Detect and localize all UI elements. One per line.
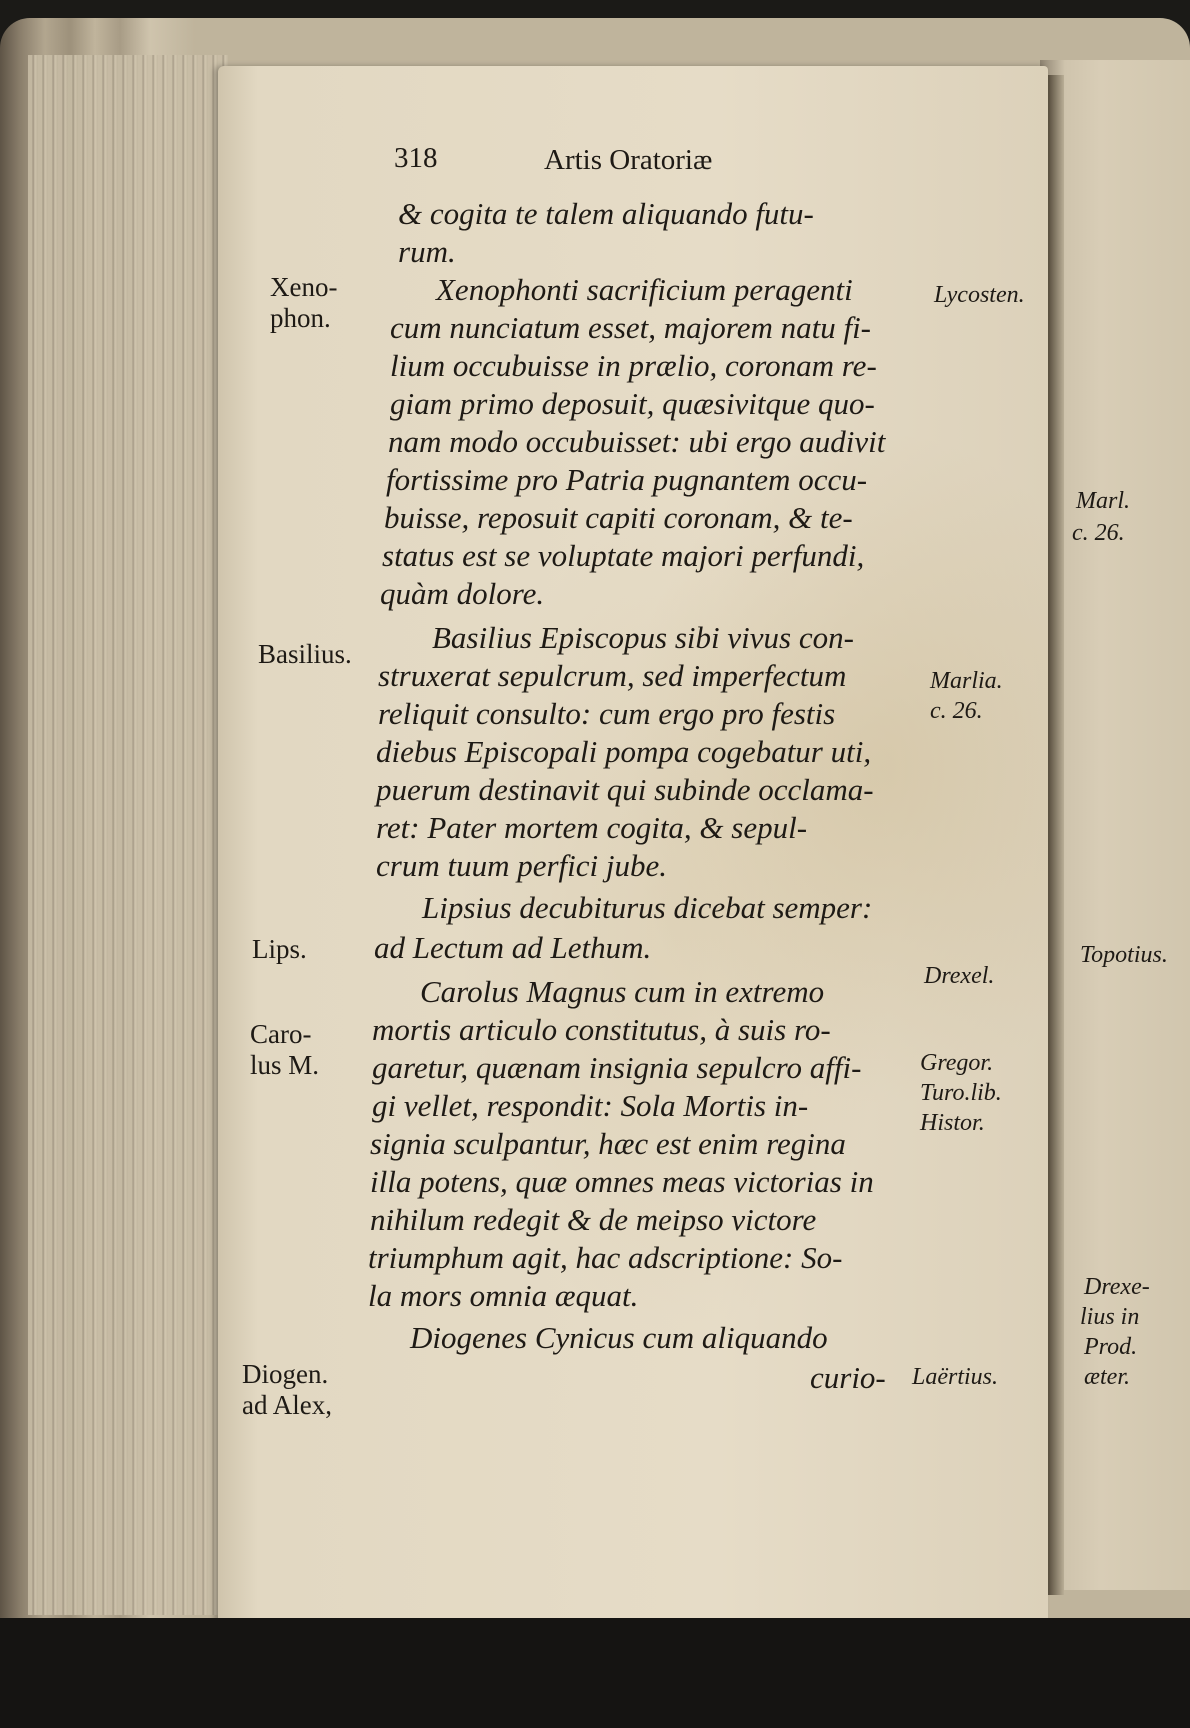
text-line: reliquit consulto: cum ergo pro festis (378, 696, 836, 731)
text-line: rum. (398, 234, 456, 269)
margin-note: ad Alex, (242, 1390, 332, 1420)
margin-note: Laërtius. (912, 1364, 999, 1390)
text-line: triumphum agit, hac adscriptione: So- (368, 1240, 843, 1275)
facing-margin-note: Marl. (1076, 488, 1130, 514)
text-line: Xenophonti sacrificium peragenti (436, 272, 853, 307)
text-line: status est se voluptate majori perfundi, (382, 538, 865, 573)
margin-note: Marlia. (930, 668, 1003, 694)
text-line: cum nunciatum esset, majorem natu fi- (390, 310, 871, 345)
margin-note: Histor. (920, 1110, 985, 1136)
facing-margin-note: Topotius. (1080, 942, 1168, 968)
margin-note: Basilius. (258, 639, 352, 669)
text-line: illa potens, quæ omnes meas victorias in (370, 1164, 874, 1199)
text-line: giam primo deposuit, quæsivitque quo- (390, 386, 875, 421)
text-line: fortissime pro Patria pugnantem occu- (386, 462, 868, 497)
margin-note: c. 26. (930, 698, 983, 724)
facing-margin-note: Drexe- (1084, 1274, 1150, 1300)
margin-note: lus M. (250, 1050, 320, 1080)
text-line: struxerat sepulcrum, sed imperfectum (378, 658, 847, 693)
table-surface (0, 1618, 1190, 1728)
margin-note: Xeno- (270, 272, 338, 302)
margin-note: phon. (270, 303, 331, 333)
text-line: quàm dolore. (380, 576, 545, 611)
text-line: crum tuum perfici jube. (376, 848, 668, 883)
text-line: ad Lectum ad Lethum. (374, 930, 652, 965)
text-line: Basilius Episcopus sibi vivus con- (432, 620, 854, 655)
text-line: lium occubuisse in prælio, coronam re- (390, 348, 877, 383)
text-line: gi vellet, respondit: Sola Mortis in- (372, 1088, 809, 1123)
facing-margin-note: Prod. (1084, 1334, 1138, 1360)
margin-note: Turo.lib. (920, 1080, 1002, 1106)
facing-margin-note: c. 26. (1072, 520, 1125, 546)
margin-note: Lips. (252, 934, 307, 964)
catchword: curio- (810, 1360, 886, 1395)
page-edges (28, 55, 228, 1615)
text-line: Lipsius decubiturus dicebat semper: (422, 890, 873, 925)
text-line: Carolus Magnus cum in extremo (420, 974, 825, 1009)
margin-note: Gregor. (920, 1050, 994, 1076)
facing-margin-note: æter. (1084, 1364, 1131, 1390)
margin-note: Lycosten. (934, 282, 1025, 308)
text-line: puerum destinavit qui subinde occlama- (376, 772, 874, 807)
text-line: ret: Pater mortem cogita, & sepul- (376, 810, 808, 845)
text-line: diebus Episcopali pompa cogebatur uti, (376, 734, 872, 769)
page-number: 318 (394, 142, 438, 174)
text-line: Diogenes Cynicus cum aliquando (410, 1320, 828, 1355)
text-line: signia sculpantur, hæc est enim regina (370, 1126, 846, 1161)
margin-note: Caro- (250, 1019, 312, 1049)
text-line: & cogita te talem aliquando futu- (398, 196, 814, 231)
text-line: garetur, quænam insignia sepulcro affi- (372, 1050, 862, 1085)
text-line: buisse, reposuit capiti coronam, & te- (384, 500, 853, 535)
text-line: mortis articulo constitutus, à suis ro- (372, 1012, 831, 1047)
text-line: nam modo occubuisset: ubi ergo audivit (388, 424, 886, 459)
margin-note: Drexel. (924, 963, 995, 989)
text-line: nihilum redegit & de meipso victore (370, 1202, 817, 1237)
text-line: la mors omnia æquat. (368, 1278, 639, 1313)
running-title: Artis Oratoriæ (544, 144, 713, 176)
margin-note: Diogen. (242, 1359, 329, 1389)
facing-margin-note: lius in (1080, 1304, 1140, 1330)
book-page (218, 66, 1048, 1626)
